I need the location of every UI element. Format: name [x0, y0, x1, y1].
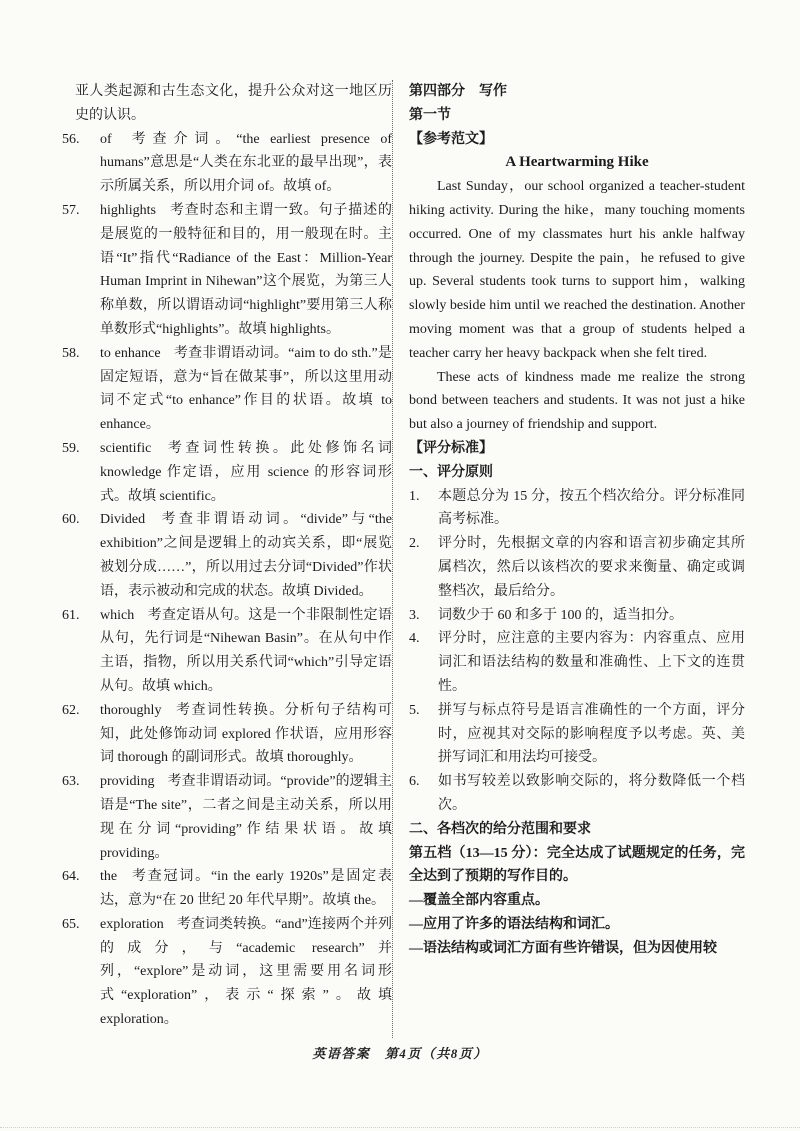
item-body	[100, 199, 392, 342]
band5-point-1: —覆盖全部内容重点。	[409, 893, 549, 909]
item-number: 63.	[62, 774, 80, 790]
item-explanation: 考查词性转换。此处修饰名词 knowledge 作定语，应用 science 的形容词形式。故填 scientific。	[100, 440, 392, 504]
item-body	[100, 437, 392, 508]
item-number: 59.	[62, 440, 80, 456]
item-explanation: 考查时态和主谓一致。句子描述的是展览的一般特征和目的，用一般现在时。主语“It”指代“Radiance of the East：Million-Year Human Imprint in Nihewan”这个展览，为第三人称单数，所以谓语动词“highlight”要用第三人称单数形式“highlights”。故填 highlights。	[100, 202, 392, 337]
answer-word: Divided	[100, 512, 146, 528]
item-explanation: 考查非谓语动词。“provide”的逻辑主语是“The site”，二者之间是主动关系，所以用现在分词“providing”作结果状语。故填 providing。	[100, 774, 392, 861]
item-explanation: 考查定语从句。这是一个非限制性定语从句，先行词是“Nihewan Basin”。在从句中作主语，指物，所以用关系代词“which”引导定语从句。故填 which。	[100, 607, 392, 694]
carryover-text: 亚人类起源和古生态文化，提升公众对这一地区历史的认识。	[75, 84, 392, 123]
principle-item-6	[409, 770, 745, 818]
principle-text: 评分时，应注意的主要内容为：内容重点、应用词汇和语法结构的数量和准确性、上下文的连贯性。	[438, 631, 745, 694]
page-body	[62, 80, 745, 1038]
band5-point-2: —应用了许多的语法结构和词汇。	[409, 916, 619, 932]
explanation-item-65	[62, 913, 392, 1032]
item-body	[100, 770, 392, 865]
explanation-item-64	[62, 865, 392, 913]
item-number: 56.	[62, 131, 80, 147]
item-number: 61.	[62, 607, 80, 623]
item-body	[100, 913, 392, 1032]
item-explanation: 考查词类转换。“and”连接两个并列的成分，与“academic research”并列，“explore”是动词，这里需要用名词形式“exploration”，表示“探索”。故填 exploration。	[100, 916, 392, 1028]
principle-item-2	[409, 532, 745, 603]
explanation-item-58	[62, 342, 392, 437]
item-explanation: 考查非谓语动词。“aim to do sth.”是固定短语，意为“旨在做某事”，所以这里用动词不定式“to enhance”作目的状语。故填 to enhance。	[100, 345, 392, 433]
item-number: 65.	[62, 916, 80, 932]
principle-number: 6.	[409, 774, 420, 790]
item-body	[100, 342, 392, 437]
answer-word: providing	[100, 774, 155, 790]
principle-number: 3.	[409, 607, 420, 623]
essay-paragraph-2: These acts of kindness made me realize the strong bond between teachers and students. It was not just a hike but also a journey of friendship and support.	[409, 369, 745, 433]
page-footer: 英语答案 第4页（共8页）	[312, 1046, 488, 1061]
right-column	[392, 80, 745, 1038]
explanation-item-61	[62, 604, 392, 699]
item-body	[100, 128, 392, 199]
item-number: 62.	[62, 702, 80, 718]
principle-text: 如书写较差以致影响交际的，将分数降低一个档次。	[438, 774, 745, 813]
answer-word: of	[100, 131, 112, 147]
item-explanation: 考查介词。“the earliest presence of humans”意思是“人类在东北亚的最早出现”，表示所属关系，所以用介词 of。故填 of。	[100, 131, 392, 195]
item-body	[100, 699, 392, 770]
item-number: 58.	[62, 345, 80, 361]
section-header: 第一节	[409, 107, 451, 123]
item-number: 60.	[62, 512, 80, 528]
part-header: 第四部分 写作	[409, 84, 507, 99]
principle-number: 1.	[409, 488, 420, 504]
explanation-item-59	[62, 437, 392, 508]
principle-text: 评分时，先根据文章的内容和语言初步确定其所属档次，然后以该档次的要求来衡量、确定或调整档次，最后给分。	[438, 536, 745, 599]
answer-word: highlights	[100, 202, 157, 218]
item-number: 57.	[62, 202, 80, 218]
explanation-item-63	[62, 770, 392, 865]
answer-word: exploration	[100, 916, 164, 932]
principle-text: 拼写与标点符号是语言准确性的一个方面，评分时，应视其对交际的影响程度予以考虑。英、美拼写词汇和用法均可接受。	[438, 702, 745, 766]
principle-text: 词数少于 60 和多于 100 的，适当扣分。	[438, 607, 683, 623]
explanation-item-62	[62, 699, 392, 770]
principle-text: 本题总分为 15 分，按五个档次给分。评分标准同高考标准。	[438, 488, 745, 528]
band5-description: 第五档（13—15 分）：完全达成了试题规定的任务，完全达到了预期的写作目的。	[409, 845, 745, 885]
essay-paragraph-1: Last Sunday，our school organized a teacher-student hiking activity. During the hike，many touching moments occurred. One of my classmates hurt his ankle halfway through the journey. Despite the pain，he refused to give up. Several students took turns to support him，walking slowly beside him until we reached the destination. Another moving moment was that a group of students helped a teacher carry her heavy backpack when she felt tired.	[409, 179, 745, 361]
principle-number: 2.	[409, 536, 420, 552]
item-body	[100, 508, 392, 603]
item-body	[100, 604, 392, 699]
principle-number: 4.	[409, 631, 420, 647]
item-explanation: 考查冠词。“in the early 1920s”是固定表达，意为“在 20 世纪 20 年代早期”。故填 the。	[100, 869, 392, 909]
answer-word: scientific	[100, 440, 152, 456]
criteria-label: 【评分标准】	[409, 440, 493, 456]
model-essay-label: 【参考范文】	[409, 131, 493, 147]
left-column	[62, 80, 392, 1038]
item-explanation: 考查词性转换。分析句子结构可知，此处修饰动词 explored 作状语，应用形容词 thorough 的副词形式。故填 thoroughly。	[100, 702, 392, 766]
explanation-item-56	[62, 128, 392, 199]
principle-number: 5.	[409, 702, 420, 718]
principle-item-1	[409, 485, 745, 533]
explanation-item-60	[62, 508, 392, 603]
essay-title: A Heartwarming Hike	[505, 154, 649, 171]
scan-edge-line	[0, 1127, 800, 1128]
explanation-item-57	[62, 199, 392, 342]
item-number: 64.	[62, 869, 80, 885]
band5-point-3: —语法结构或词汇方面有些许错误，但为因使用较	[409, 940, 717, 956]
bands-header: 二、各档次的给分范围和要求	[409, 821, 591, 837]
answer-word: to enhance	[100, 345, 161, 361]
item-explanation: 考查非谓语动词。“divide”与“the exhibition”之间是逻辑上的动宾关系，即“展览被划分成……”，所以用过去分词“Divided”作状语，表示被动和完成的状态。故填 Divided。	[100, 512, 392, 599]
answer-word: thoroughly	[100, 702, 162, 718]
principle-item-4	[409, 627, 745, 698]
principle-item-5	[409, 699, 745, 770]
item-body	[100, 865, 392, 913]
principle-item-3	[409, 604, 745, 628]
principles-header: 一、评分原则	[409, 464, 493, 480]
answer-word: which	[100, 607, 135, 623]
answer-word: the	[100, 869, 118, 885]
